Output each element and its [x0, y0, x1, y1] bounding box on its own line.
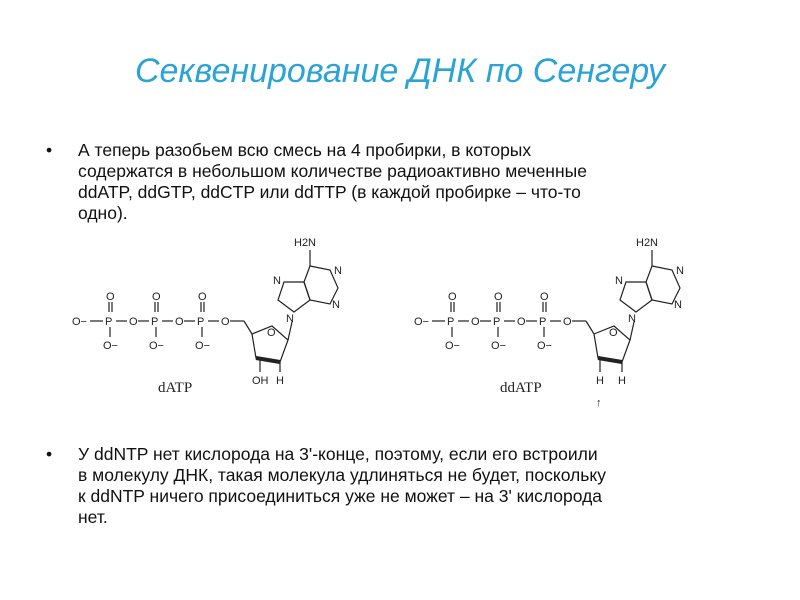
bullet-text [52, 444, 757, 528]
oxygen-label: O [517, 316, 526, 328]
nitrogen-label: N [273, 275, 281, 287]
oxygen-label: O [563, 316, 572, 328]
datp-structure [72, 232, 362, 407]
oxygen-label: O [106, 291, 115, 303]
bullet-item-2 [46, 444, 757, 528]
nitrogen-label: N [628, 313, 636, 325]
bullet-line: ddATP, ddGTP, ddCTP или ddTTP (в каждой пробирке – что-то [78, 182, 581, 202]
bullet-line: нет. [78, 507, 108, 527]
amine-label: H2N [294, 237, 317, 249]
o-minus-label: O− [149, 340, 164, 352]
phosphorus-label: P [151, 316, 159, 328]
nitrogen-label: N [676, 265, 684, 277]
o-minus-label: O− [537, 340, 552, 352]
oxygen-label: O [540, 291, 549, 303]
ring-oxygen-label: O [609, 327, 618, 339]
nitrogen-label: N [286, 313, 294, 325]
bullet-line: одно). [78, 203, 128, 223]
bullet-marker: • [46, 140, 53, 160]
o-minus-label: O− [103, 340, 118, 352]
bullet-marker: • [46, 444, 53, 464]
phosphorus-label: P [197, 316, 205, 328]
bullet-item-1 [46, 140, 757, 224]
oxygen-label: O [448, 291, 457, 303]
phosphorus-label: P [539, 316, 547, 328]
o-minus-label: O− [195, 340, 210, 352]
ddatp-structure [414, 232, 704, 412]
three-prime-group-label: OH [252, 375, 269, 387]
hydrogen-label: H [618, 375, 626, 387]
bullet-line: в молекулу ДНК, такая молекула удлиняться не будет, поскольку [78, 465, 606, 485]
oxygen-label: O [494, 291, 503, 303]
o-minus-label: O− [72, 316, 87, 328]
nitrogen-label: N [674, 299, 682, 311]
oxygen-label: O [221, 316, 230, 328]
amine-label: H2N [636, 237, 659, 249]
oxygen-label: O [198, 291, 207, 303]
hydrogen-label: H [276, 375, 284, 387]
phosphorus-label: P [493, 316, 501, 328]
bullet-line: к ddNTP ничего присоединиться уже не может – на 3' кислорода [78, 486, 603, 506]
datp-label: dATP [158, 380, 193, 396]
nitrogen-label: N [334, 265, 342, 277]
bullet-text [52, 140, 757, 224]
phosphorus-label: P [447, 316, 455, 328]
nitrogen-label: N [615, 275, 623, 287]
slide-title: Секвенирование ДНК по Сенгеру [134, 52, 666, 90]
o-minus-label: O− [491, 340, 506, 352]
oxygen-label: O [129, 316, 138, 328]
phosphorus-label: P [105, 316, 113, 328]
bullet-line: содержатся в небольшом количестве радиоактивно меченные [78, 161, 587, 181]
bullet-line: А теперь разобьем всю смесь на 4 пробирки, в которых [78, 140, 532, 160]
oxygen-label: O [471, 316, 480, 328]
o-minus-label: O− [445, 340, 460, 352]
ddatp-label: ddATP [500, 380, 542, 396]
oxygen-label: O [152, 291, 161, 303]
nitrogen-label: N [332, 299, 340, 311]
three-prime-group-label: H [596, 375, 604, 387]
oxygen-label: O [175, 316, 184, 328]
bullet-line: У ddNTP нет кислорода на 3'-конце, поэтому, если его встроили [78, 444, 598, 464]
arrow-marker: ↑ [596, 397, 602, 409]
ring-oxygen-label: O [267, 327, 276, 339]
o-minus-label: O− [414, 316, 429, 328]
